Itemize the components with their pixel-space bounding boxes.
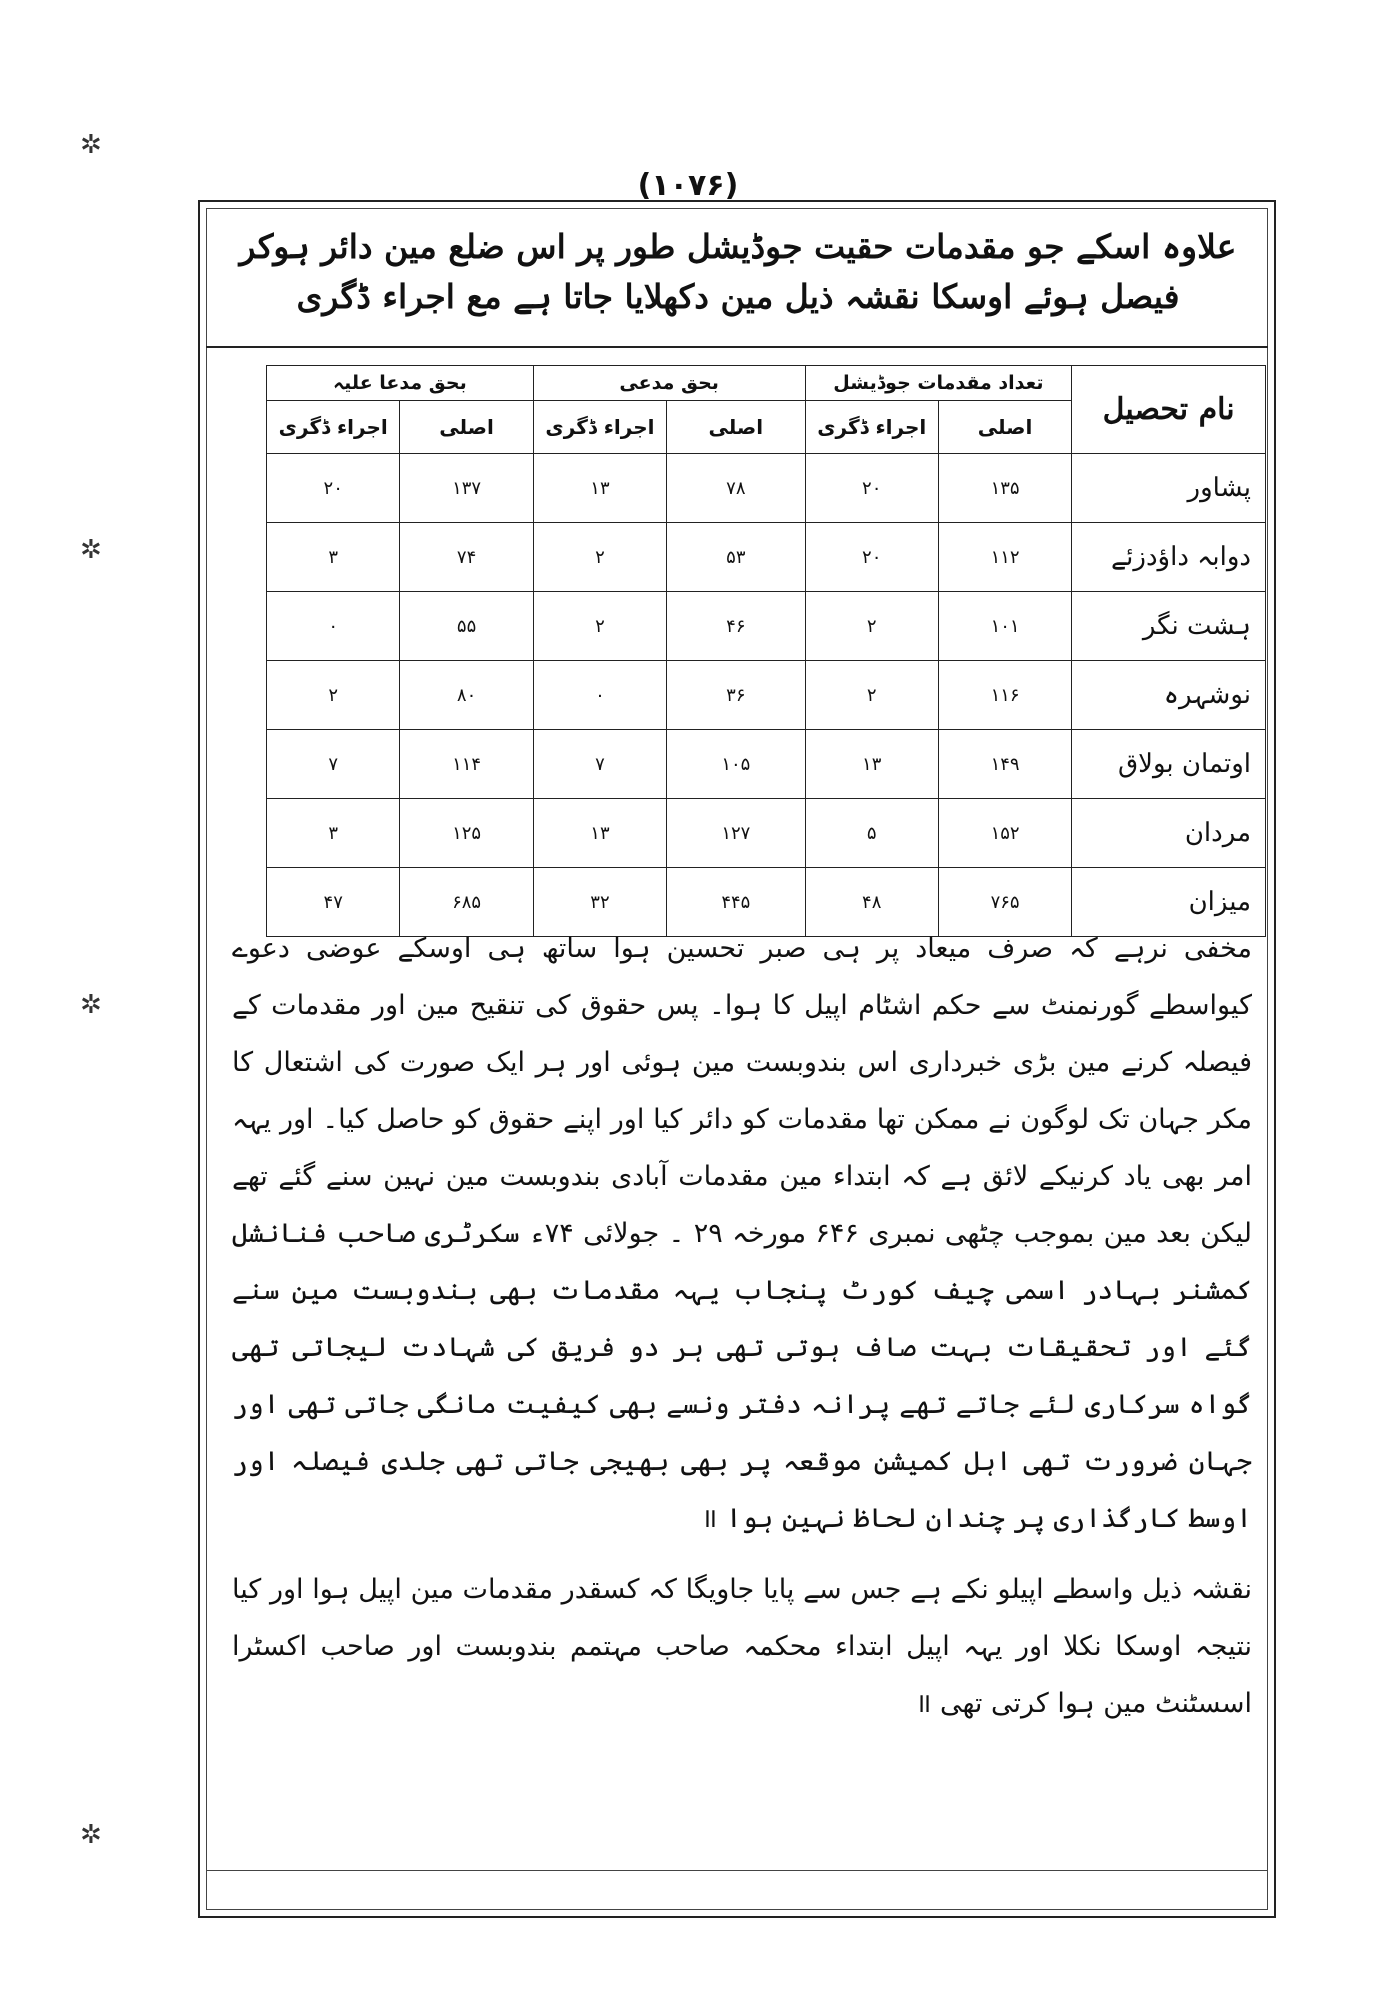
tehsil-name: نوشہرہ [1072,661,1266,730]
table-row [267,454,1266,523]
table-cell: ۳۲ [533,868,666,937]
heading-divider [206,346,1268,348]
sub-header: اصلی [400,401,533,454]
table-cell: ۷ [533,730,666,799]
table-cell: ۰ [533,661,666,730]
table-cell: ۲۰ [267,454,400,523]
table-row [267,661,1266,730]
ink-blot-icon: ✲ [80,130,102,160]
table-cell: ۴۶ [667,592,805,661]
sub-header: اصلی [938,401,1071,454]
table-cell: ۴۴۵ [667,868,805,937]
table-cell: ۴۸ [805,868,938,937]
ink-blot-icon: ✲ [80,1820,102,1850]
sub-header: اجراء ڈگری [267,401,400,454]
paragraph: نقشہ ذیل واسطے اپیلو نکے ہے جس سے پایا جاویگا کہ کسقدر مقدمات مین اپیل ہوا اور کیا نتیجہ اوسکا نکلا اور یہہ اپیل ابتداء محکمہ صاحب مہتمم بندوبست اور صاحب اکسٹرا اسسٹنٹ مین ہوا کرتی تھی ॥ [232,1574,1252,1719]
table-cell: ۱۱۶ [938,661,1071,730]
tehsil-name: اوتمان بولاق [1072,730,1266,799]
table-cell: ۵۳ [667,523,805,592]
table-cell: ۱۳ [533,454,666,523]
table-cell: ۲۰ [805,523,938,592]
table-cell: ۷۴ [400,523,533,592]
table-cell: ۱۱۲ [938,523,1071,592]
group-header-plaintiff: بحق مدعی [533,366,805,401]
table-cell: ۲ [805,661,938,730]
group-header-judicial-cases: تعداد مقدمات جوڈیشل [805,366,1072,401]
table-cell: ۱۱۴ [400,730,533,799]
tehsil-name: میزان [1072,868,1266,937]
tehsil-header: نام تحصیل [1072,366,1266,454]
table-group-header-row [267,366,1266,401]
table-cell: ۷۶۵ [938,868,1071,937]
table-cell: ۱۳ [805,730,938,799]
tehsil-name: پشاور [1072,454,1266,523]
heading: علاوہ اسکے جو مقدمات حقیت جوڈیشل طور پر اس ضلع مین دائر ہوکر فیصل ہوئے اوسکا نقشہ ذیل مین دکھلایا جاتا ہے مع اجراء ڈگری [239,227,1237,316]
table-cell: ۱۴۹ [938,730,1071,799]
table-cell: ۶۸۵ [400,868,533,937]
table-cell: ۵۵ [400,592,533,661]
table-cell: ۷۸ [667,454,805,523]
table-cell: ۸۰ [400,661,533,730]
sub-header: اصلی [667,401,805,454]
table-row [267,730,1266,799]
sub-header: اجراء ڈگری [805,401,938,454]
tehsil-name: ہشت نگر [1072,592,1266,661]
tehsil-name: مردان [1072,799,1266,868]
paragraph: مخفی نرہے کہ صرف میعاد پر ہی صبر تحسین ہوا ساتھ ہی اوسکے عوضی دعوے کیواسطے گورنمنٹ سے حکم اشٹام اپیل کا ہوا۔ پس حقوق کی تنقیح مین اور مقدمات کے فیصلہ کرنے مین بڑی خبرداری اس بندوبست مین ہوئی اور ہر ایک صورت کی اشتعال کا مکر جہان تک لوگون نے ممکن تھا مقدمات کو دائر کیا اور اپنے حقوق کو حاصل کیا۔ اور یہہ امر بھی یاد کرنیکے لائق ہے کہ ابتداء مین مقدمات آبادی بندوبست مین نہین سنے گئے تھے لیکن بعد مین بموجب چٹھی نمبری ۶۴۶ مورخہ ۲۹ ۔ جولائی ۷۴ء سکرٹری صاحب فنانشل کمشنر بہادر اسمی چیف کورٹ پنجاب یہہ مقدمات بھی بندوبست مین سنے گئے اور تحقیقات بہت صاف ہوتی تھی ہر دو فریق کی شہادت لیجاتی تھی گواہ سرکاری لئے جاتے تھے پرانہ دفتر ونسے بھی کیفیت مانگی جاتی تھی اور جہان ضرورت تھی اہل کمیشن موقعہ پر بھی بھیجی جاتی تھی جلدی فیصلہ اور اوسط کارگذاری پر چندان لحاظ نہین ہوا ॥ [232,933,1253,1534]
group-header-defendant: بحق مدعا علیہ [267,366,534,401]
table-cell: ۱۳۵ [938,454,1071,523]
tehsil-name: دوابہ داؤدزئے [1072,523,1266,592]
table-cell: ۲ [805,592,938,661]
table-cell: ۷ [267,730,400,799]
table-cell: ۱۰۱ [938,592,1071,661]
table-cell: ۱۰۵ [667,730,805,799]
table-cell: ۱۳۷ [400,454,533,523]
ink-blot-icon: ✲ [80,535,102,565]
table-cell: ۲ [533,523,666,592]
ink-blot-icon: ✲ [80,990,102,1020]
table-row [267,523,1266,592]
table-cell: ۰ [267,592,400,661]
table-cell: ۳ [267,799,400,868]
table-cell: ۱۳ [533,799,666,868]
table-cell: ۳ [267,523,400,592]
table-cell: ۲ [267,661,400,730]
page-number: (۱۰۷۶) [637,168,739,203]
table-cell: ۱۲۵ [400,799,533,868]
bottom-divider [206,1870,1268,1871]
body-text [232,920,1252,1746]
table-cell: ۴۷ [267,868,400,937]
table-cell: ۲ [533,592,666,661]
table-cell: ۳۶ [667,661,805,730]
table-row [267,592,1266,661]
cases-table [266,365,1266,937]
table-row [267,799,1266,868]
table-cell: ۱۲۷ [667,799,805,868]
table-cell: ۱۵۲ [938,799,1071,868]
table-cell: ۵ [805,799,938,868]
sub-header: اجراء ڈگری [533,401,666,454]
table-cell: ۲۰ [805,454,938,523]
